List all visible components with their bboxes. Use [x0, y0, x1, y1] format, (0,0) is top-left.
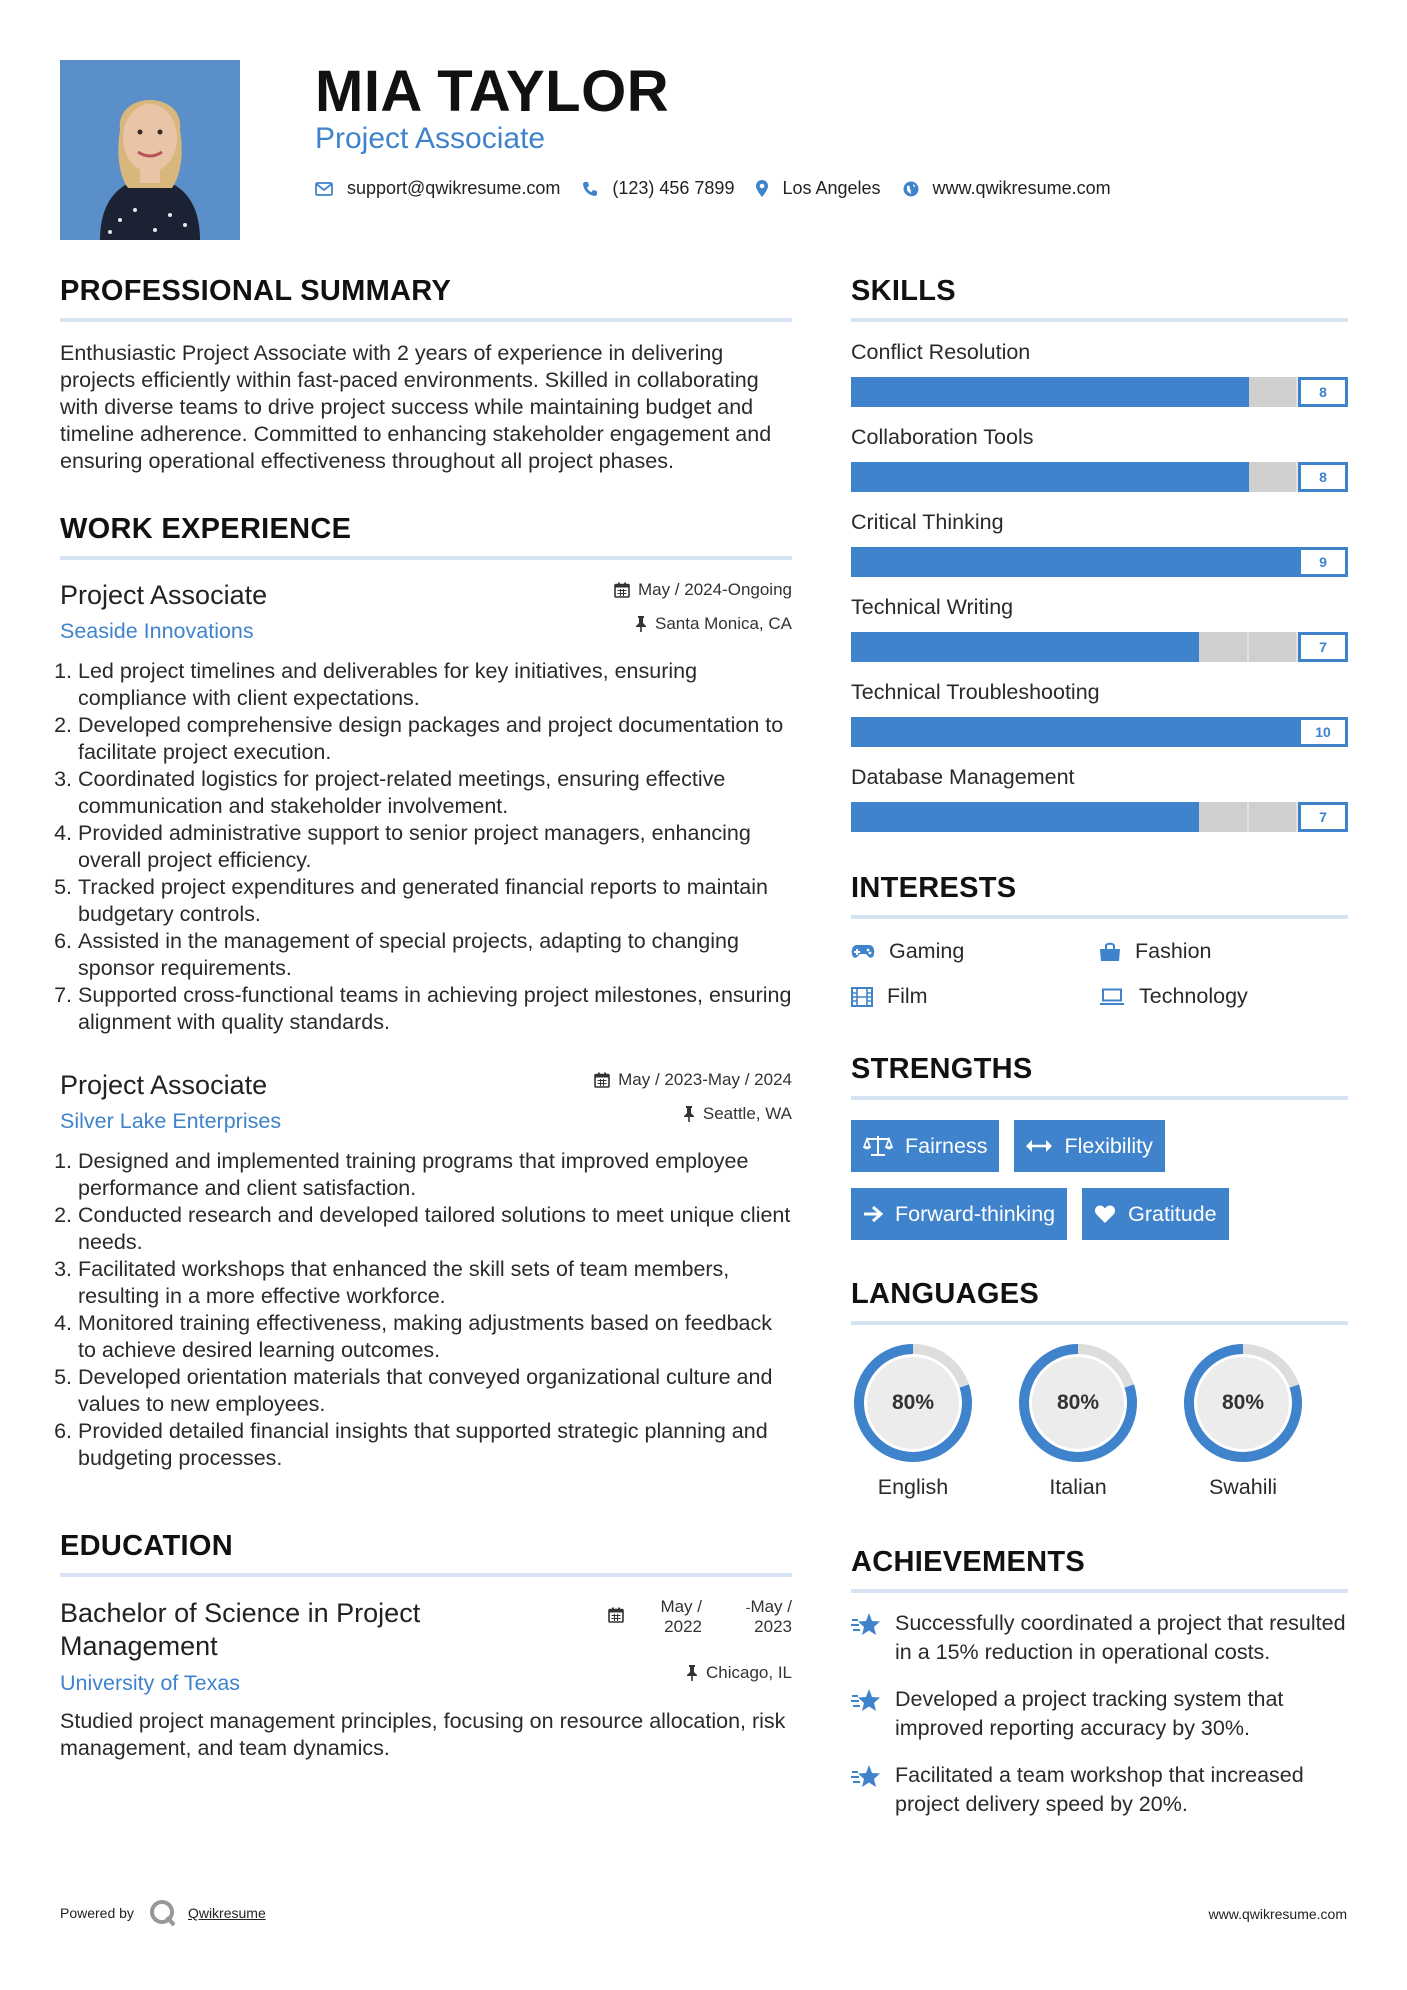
- skills-list: [851, 340, 1348, 832]
- interest-film: [851, 984, 1099, 1009]
- skill-name: Technical Troubleshooting: [851, 680, 1100, 704]
- summary-heading: PROFESSIONAL SUMMARY: [60, 275, 792, 322]
- strength-label: Forward-thinking: [895, 1201, 1056, 1226]
- language-item: [851, 1341, 1016, 1500]
- profile-photo: [60, 60, 240, 240]
- footer-brand-link[interactable]: Qwikresume: [187, 1905, 266, 1921]
- skill-item: [851, 765, 1348, 832]
- job-bullets: [60, 658, 792, 1036]
- skill-bar-segment: [1249, 802, 1299, 832]
- education-start: May / 2022: [660, 1597, 702, 1636]
- language-name: Swahili: [1208, 1475, 1278, 1499]
- skill-name: Technical Writing: [851, 595, 1014, 619]
- left-column: [60, 275, 792, 1762]
- skill-bar: [851, 802, 1348, 832]
- interest-label: Gaming: [889, 939, 965, 963]
- skill-name: Database Management: [851, 765, 1075, 789]
- footer-website[interactable]: www.qwikresume.com: [1208, 1906, 1347, 1922]
- language-percent: 80%: [891, 1391, 935, 1414]
- film-icon: [851, 987, 873, 1007]
- skill-level-badge: 7: [1298, 802, 1348, 832]
- skill-bar-fill: [851, 377, 1249, 407]
- contact-location-text: Los Angeles: [782, 178, 881, 198]
- skill-bar-segment: [1249, 632, 1299, 662]
- skill-name: Critical Thinking: [851, 510, 1004, 534]
- skill-bar-segment: [1249, 377, 1299, 407]
- job-dates-text: May / 2023-May / 2024: [618, 1070, 792, 1089]
- skill-level-badge: 8: [1298, 377, 1348, 407]
- contact-email-text: support@qwikresume.com: [347, 178, 561, 198]
- job-dates-text: May / 2024-Ongoing: [637, 580, 792, 599]
- achievement-item: [851, 1609, 1348, 1667]
- skill-bar: [851, 547, 1348, 577]
- job-company: Silver Lake Enterprises: [60, 1109, 282, 1133]
- phone-icon: [582, 181, 598, 197]
- interest-label: Film: [887, 984, 928, 1008]
- education-location: [608, 1663, 792, 1683]
- skill-name: Collaboration Tools: [851, 425, 1034, 449]
- language-percent: 80%: [1221, 1391, 1265, 1414]
- job-bullets: [60, 1148, 792, 1472]
- languages-list: [851, 1341, 1348, 1500]
- arrows-horizontal-icon: [1026, 1139, 1052, 1153]
- calendar-icon: [608, 1607, 624, 1623]
- strength-tag: [851, 1120, 999, 1172]
- job-bullet: 4. Monitored training effectiveness, making adjustments based on feedback to achieve desired learning outcomes.: [78, 1310, 792, 1364]
- skill-item: [851, 340, 1348, 407]
- language-ring: [1016, 1341, 1140, 1465]
- job-entry: [60, 580, 792, 1036]
- interests-heading: INTERESTS: [851, 872, 1348, 919]
- job-location: [614, 614, 792, 634]
- education-degree: Bachelor of Science in Project Management: [60, 1598, 421, 1661]
- map-marker-icon: [756, 180, 768, 197]
- pin-icon: [686, 1665, 698, 1681]
- right-column: [851, 275, 1348, 1819]
- skill-item: [851, 680, 1348, 747]
- strength-tag: [1014, 1120, 1164, 1172]
- skill-bar-segment: [1249, 462, 1299, 492]
- star-icon: [851, 1611, 881, 1639]
- job-bullet: 1. Designed and implemented training programs that improved employee performance and client satisfaction.: [78, 1148, 792, 1202]
- job-location-text: Seattle, WA: [702, 1104, 792, 1123]
- summary-section: [60, 275, 792, 475]
- achievement-text: Facilitated a team workshop that increased project delivery speed by 20%.: [895, 1763, 1304, 1816]
- gamepad-icon: [851, 944, 875, 960]
- education-section: [60, 1530, 792, 1762]
- star-icon: [851, 1763, 881, 1791]
- skill-bar-fill: [851, 547, 1298, 577]
- skill-level-badge: 8: [1298, 462, 1348, 492]
- education-dates: [608, 1597, 792, 1637]
- job-company: Seaside Innovations: [60, 619, 254, 643]
- skill-level-badge: 9: [1298, 547, 1348, 577]
- strength-tag: [851, 1188, 1067, 1240]
- laptop-icon: [1099, 988, 1125, 1006]
- skill-item: [851, 595, 1348, 662]
- skill-bar: [851, 462, 1348, 492]
- strengths-section: [851, 1053, 1348, 1256]
- strengths-heading: STRENGTHS: [851, 1053, 1348, 1100]
- skill-level-badge: 10: [1298, 717, 1348, 747]
- language-ring: [1181, 1341, 1305, 1465]
- job-bullet: 7. Supported cross-functional teams in achieving project milestones, ensuring alignment with quality standards.: [78, 982, 792, 1036]
- job-dates: [594, 1070, 792, 1090]
- pin-icon: [683, 1106, 695, 1122]
- job-bullet: 6. Provided detailed financial insights that supported strategic planning and budgeting processes.: [78, 1418, 792, 1472]
- star-icon: [851, 1687, 881, 1715]
- calendar-icon: [594, 1072, 610, 1088]
- skill-level-badge: 7: [1298, 632, 1348, 662]
- language-ring: [851, 1341, 975, 1465]
- skills-heading: SKILLS: [851, 275, 1348, 322]
- interests-section: [851, 872, 1348, 1009]
- job-location: [594, 1104, 792, 1124]
- achievements-section: [851, 1546, 1348, 1819]
- job-bullet: 3. Coordinated logistics for project-related meetings, ensuring effective communication and stakeholder involvement.: [78, 766, 792, 820]
- strength-label: Gratitude: [1128, 1201, 1217, 1226]
- skill-bar-fill: [851, 632, 1199, 662]
- job-bullet: 6. Assisted in the management of special projects, adapting to changing sponsor requirements.: [78, 928, 792, 982]
- contact-location: [756, 178, 880, 199]
- qwikresume-logo-icon: [148, 1898, 178, 1928]
- contact-email[interactable]: [315, 178, 560, 199]
- job-title: Project Associate: [60, 1070, 268, 1100]
- envelope-icon: [315, 182, 333, 196]
- achievement-item: [851, 1685, 1348, 1743]
- achievements-heading: ACHIEVEMENTS: [851, 1546, 1348, 1593]
- pin-icon: [635, 616, 647, 632]
- education-end: -May / 2023: [745, 1597, 792, 1636]
- skill-bar-segment: [1199, 802, 1249, 832]
- skill-item: [851, 510, 1348, 577]
- language-percent: 80%: [1056, 1391, 1100, 1414]
- interest-gaming: [851, 939, 1099, 964]
- language-name: Italian: [1049, 1475, 1107, 1499]
- job-bullet: 4. Provided administrative support to senior project managers, enhancing overall project efficiency.: [78, 820, 792, 874]
- summary-text: Enthusiastic Project Associate with 2 years of experience in delivering projects efficiently within fast-paced environments. Skilled in collaborating with diverse teams to drive project success while maintaining budget and timeline adherence. Committed to enhancing stakeholder engagement and ensuring operational effectiveness throughout all project phases.: [60, 341, 772, 473]
- skill-bar-fill: [851, 717, 1348, 747]
- candidate-title: Project Associate: [315, 122, 546, 155]
- contact-bar: [315, 178, 1133, 199]
- job-entry: [60, 1070, 792, 1472]
- skill-bar: [851, 632, 1348, 662]
- job-bullet: 2. Conducted research and developed tailored solutions to meet unique client needs.: [78, 1202, 792, 1256]
- job-title: Project Associate: [60, 580, 268, 610]
- shopping-bag-icon: [1099, 942, 1121, 962]
- languages-section: [851, 1278, 1348, 1500]
- achievement-item: [851, 1761, 1348, 1819]
- job-location-text: Santa Monica, CA: [654, 614, 792, 633]
- arrow-right-icon: [863, 1205, 883, 1223]
- language-item: [1016, 1341, 1181, 1500]
- contact-website-text: www.qwikresume.com: [932, 178, 1111, 198]
- skill-item: [851, 425, 1348, 492]
- candidate-name: MIA TAYLOR: [315, 59, 670, 124]
- heart-icon: [1094, 1204, 1116, 1224]
- experience-heading: WORK EXPERIENCE: [60, 513, 792, 560]
- job-bullet: 5. Developed orientation materials that conveyed organizational culture and values to new employees.: [78, 1364, 792, 1418]
- skill-bar-fill: [851, 802, 1199, 832]
- strength-label: Fairness: [905, 1133, 988, 1158]
- experience-section: [60, 513, 792, 1472]
- job-bullet: 5. Tracked project expenditures and generated financial reports to maintain budgetary controls.: [78, 874, 792, 928]
- education-location-text: Chicago, IL: [706, 1663, 792, 1682]
- strength-tag: [1082, 1188, 1228, 1240]
- balance-scale-icon: [863, 1135, 893, 1157]
- job-dates: [614, 580, 792, 600]
- interest-technology: [1099, 984, 1347, 1009]
- achievement-text: Successfully coordinated a project that resulted in a 15% reduction in operational costs.: [895, 1611, 1346, 1664]
- footer-branding: [60, 1898, 266, 1928]
- interest-label: Fashion: [1135, 939, 1212, 963]
- language-item: [1181, 1341, 1346, 1500]
- skills-section: [851, 275, 1348, 832]
- interest-fashion: [1099, 939, 1347, 964]
- job-bullet: 2. Developed comprehensive design packages and project documentation to facilitate project execution.: [78, 712, 792, 766]
- globe-icon: [903, 181, 919, 197]
- skill-bar: [851, 717, 1348, 747]
- education-description: Studied project management principles, focusing on resource allocation, risk management, and team dynamics.: [60, 1709, 786, 1760]
- job-bullet: 1. Led project timelines and deliverables for key initiatives, ensuring compliance with client expectations.: [78, 658, 792, 712]
- education-school: University of Texas: [60, 1671, 241, 1695]
- languages-heading: LANGUAGES: [851, 1278, 1348, 1325]
- strength-label: Flexibility: [1064, 1133, 1153, 1158]
- job-bullet: 3. Facilitated workshops that enhanced the skill sets of team members, resulting in a more effective workforce.: [78, 1256, 792, 1310]
- language-name: English: [877, 1475, 949, 1499]
- interest-label: Technology: [1139, 984, 1248, 1008]
- contact-phone[interactable]: [582, 178, 734, 199]
- contact-phone-text: (123) 456 7899: [612, 178, 735, 198]
- skill-bar-segment: [1199, 632, 1249, 662]
- education-heading: EDUCATION: [60, 1530, 792, 1577]
- skill-bar: [851, 377, 1348, 407]
- achievement-text: Developed a project tracking system that improved reporting accuracy by 30%.: [895, 1687, 1284, 1740]
- calendar-icon: [614, 582, 630, 598]
- contact-website[interactable]: [903, 178, 1111, 199]
- skill-bar-fill: [851, 462, 1249, 492]
- skill-name: Conflict Resolution: [851, 340, 1031, 364]
- footer-powered-by: Powered by: [60, 1905, 134, 1921]
